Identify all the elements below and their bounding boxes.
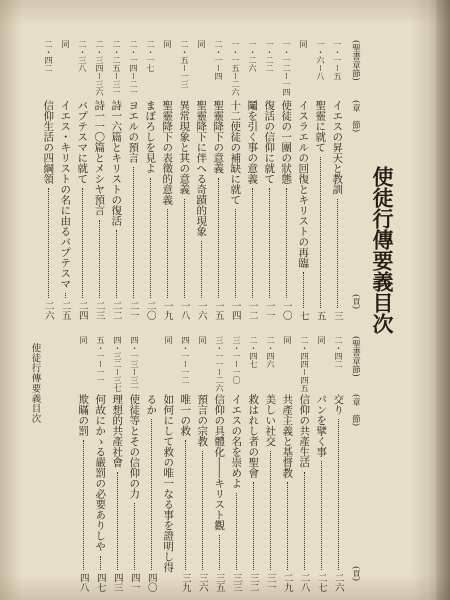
scripture-ref: 同 — [317, 336, 326, 344]
entry-title: イスラエルの回復とキリストの再臨 — [297, 100, 310, 268]
entry-title: るか — [145, 394, 158, 415]
entry-title: イエスの昇天と教訓 — [331, 100, 344, 195]
scripture-ref: 一・二六 — [248, 40, 257, 72]
scripture-ref: 二・四二 — [334, 336, 343, 368]
scripture-ref: 二・三八 — [78, 40, 87, 72]
header-chapter: (章 節) — [350, 100, 361, 133]
page-number: 四三 — [111, 573, 123, 592]
scripture-ref: 同 — [164, 336, 173, 344]
scripture-ref: 同 — [197, 40, 206, 48]
scripture-ref: 二・二五ー三一 — [112, 40, 121, 96]
toc-entry — [245, 394, 261, 592]
entry-title: ヨエルの預言 — [127, 100, 140, 163]
scripture-ref: 一・六ー八 — [316, 40, 325, 80]
page-number: 一五 — [212, 301, 224, 320]
entry-title: 美しい社交 — [264, 394, 277, 447]
header-scripture-ref: (聖書章節) — [350, 336, 361, 377]
scripture-ref: 一・一二ー一四 — [282, 40, 291, 96]
scripture-ref: 二・四四ー四五 — [300, 336, 309, 392]
page-number: 四八 — [77, 573, 89, 592]
entry-title: まぼろしを見よ — [144, 100, 157, 174]
entry-title: 異常現象と其の意義 — [178, 100, 191, 195]
page-number: 五 — [314, 310, 326, 320]
scripture-ref: 四・一ー一二 — [181, 336, 190, 384]
scripture-ref: 二・一四ー二一 — [129, 40, 138, 96]
scripture-ref: 二・四二 — [44, 40, 53, 72]
entry-title: パンを擘く事 — [315, 394, 328, 457]
page-number: 一二 — [246, 301, 258, 320]
entry-title: イエス・キリストの名に由るバプテスマ — [59, 100, 72, 289]
page-number: 三六 — [196, 573, 208, 592]
page-number: 二一 — [127, 301, 139, 320]
entry-title: 使徒等とその信仰の力 — [128, 394, 141, 499]
page-number: 一四 — [229, 301, 241, 320]
page-number: 一〇 — [280, 301, 292, 320]
page-number: 二七 — [315, 573, 327, 592]
dot-leader — [117, 472, 118, 571]
entry-title: 共產主義と基督教 — [281, 394, 294, 478]
entry-title: 詩一六篇とキリストの復活 — [110, 100, 123, 226]
dot-leader — [287, 482, 288, 570]
scripture-ref: 一・一五ー二六 — [231, 40, 240, 96]
page-number: 二九 — [281, 573, 293, 592]
entry-title: 唯一の救 — [179, 394, 192, 436]
toc-entry — [313, 394, 329, 592]
running-head: 使徒行傳要義目次 — [29, 343, 41, 424]
toc-entry — [228, 394, 244, 592]
page-number: 二〇 — [144, 301, 156, 320]
entry-title: 使徒の一團の狀態 — [280, 100, 293, 184]
dot-leader — [100, 556, 101, 571]
dot-leader — [134, 503, 135, 570]
entry-title: 信仰生活の四綱領 — [42, 100, 55, 184]
toc-entry — [92, 394, 108, 592]
page-number: 四七 — [94, 573, 106, 592]
entry-title: 十二使徒の補缺に就て — [229, 100, 242, 205]
toc-entry — [194, 394, 210, 592]
dot-leader — [338, 419, 339, 570]
header-chapter: (章 節) — [350, 394, 361, 427]
scripture-ref: 二・三四ー三六 — [95, 40, 104, 96]
entry-title: 復活の信仰に就て — [263, 100, 276, 184]
dot-leader — [219, 535, 220, 571]
toc-title: 使徒行傳要義目次 — [370, 166, 395, 334]
page-number: 三 — [331, 310, 343, 320]
toc-entry — [177, 394, 193, 592]
page-number: 二二 — [110, 301, 122, 320]
dot-leader — [185, 440, 186, 570]
page-number: 三九 — [179, 573, 191, 592]
scripture-ref: 二・一ー四 — [214, 40, 223, 80]
toc-entry — [296, 394, 312, 592]
scripture-ref: 二・五ー一三 — [180, 40, 189, 88]
entry-title: 何故にかゝる嚴罰の必要ありしや — [94, 394, 107, 552]
header-page: (頁) — [350, 566, 361, 582]
entry-title: 詩一一〇篇とメシヤ預言 — [93, 100, 106, 216]
page-number: 七 — [297, 310, 309, 320]
entry-title: 信仰の具體化――キリスト觀 — [213, 394, 226, 531]
page-number: 三一 — [264, 573, 276, 592]
toc-entry — [160, 394, 176, 592]
toc-entry — [279, 394, 295, 592]
entry-title: 鬮を引く事の意義 — [246, 100, 259, 184]
page-number: 二五 — [59, 301, 71, 320]
scripture-ref: 一・一ー五 — [333, 40, 342, 80]
toc-entry — [262, 394, 278, 592]
page-number: 一八 — [178, 301, 190, 320]
header-page: (頁) — [350, 294, 361, 310]
entry-title: 信仰の共產生活 — [298, 394, 311, 468]
toc-entry — [75, 394, 91, 592]
entry-title: イエスの名を崇めよ — [230, 394, 243, 489]
page-number: 三二 — [247, 573, 259, 592]
entry-title: 聖靈降下の意義 — [212, 100, 225, 174]
scripture-ref: 同 — [198, 336, 207, 344]
scripture-ref: 四・一三ー三一 — [130, 336, 139, 392]
toc-entry — [109, 394, 125, 592]
page-number: 三五 — [213, 573, 225, 592]
entry-title: 聖靈降下の表徵的意義 — [161, 100, 174, 205]
scripture-ref: 五・一ー一一 — [96, 336, 105, 384]
entry-title: 聖靈降下に伴へる奇蹟的現象 — [195, 100, 208, 237]
scripture-ref: 同 — [61, 40, 70, 48]
scripture-ref: 二・四六 — [266, 336, 275, 368]
scripture-ref: 同 — [163, 40, 172, 48]
dot-leader — [151, 419, 152, 570]
page-number: 一九 — [161, 301, 173, 320]
scripture-ref: 一・二二 — [265, 40, 274, 72]
entry-title: 聖靈に就て — [314, 100, 327, 153]
entry-title: 如何にして救の唯一なる事を證明し得 — [162, 394, 175, 573]
toc-entry — [330, 394, 346, 592]
page-number: 一六 — [195, 301, 207, 320]
page-number: 二六 — [42, 301, 54, 320]
scripture-ref: 四・三二ー三七 — [113, 336, 122, 392]
page-number: 四一 — [128, 573, 140, 592]
page-number: 三三 — [230, 573, 242, 592]
page-number: 二三 — [93, 301, 105, 320]
dot-leader — [321, 461, 322, 570]
page-number: 一一 — [263, 301, 275, 320]
dot-leader — [83, 440, 84, 570]
dot-leader — [253, 482, 254, 570]
dot-leader — [270, 451, 271, 571]
scripture-ref: 三・一ー一〇 — [232, 336, 241, 384]
scripture-ref: 同 — [79, 336, 88, 344]
scripture-ref: 三・一一ー二六 — [215, 336, 224, 392]
scripture-ref: 同 — [283, 336, 292, 344]
dot-leader — [202, 451, 203, 571]
toc-entry — [126, 394, 142, 592]
page-number: 二八 — [298, 573, 310, 592]
entry-title: 理想的共產社會 — [111, 394, 124, 468]
toc-entry — [143, 394, 159, 592]
entry-title: 欺瞞の罰 — [77, 394, 90, 436]
scripture-ref: 同 — [299, 40, 308, 48]
dot-leader — [236, 493, 237, 571]
page-number: 二六 — [332, 573, 344, 592]
dot-leader — [304, 472, 305, 571]
entry-title: 交り — [332, 394, 345, 415]
toc-entry — [211, 394, 227, 592]
entry-title: 預言の宗教 — [196, 394, 209, 447]
page-number: 二四 — [76, 301, 88, 320]
entry-title: 救はれし者の聖會 — [247, 394, 260, 478]
header-scripture-ref: (聖書章節) — [350, 40, 361, 81]
scripture-ref: 二・四七 — [249, 336, 258, 368]
scripture-ref: 二・一七 — [146, 40, 155, 72]
page-number: 四〇 — [145, 573, 157, 592]
entry-title: バプテスマに就て — [76, 100, 89, 184]
